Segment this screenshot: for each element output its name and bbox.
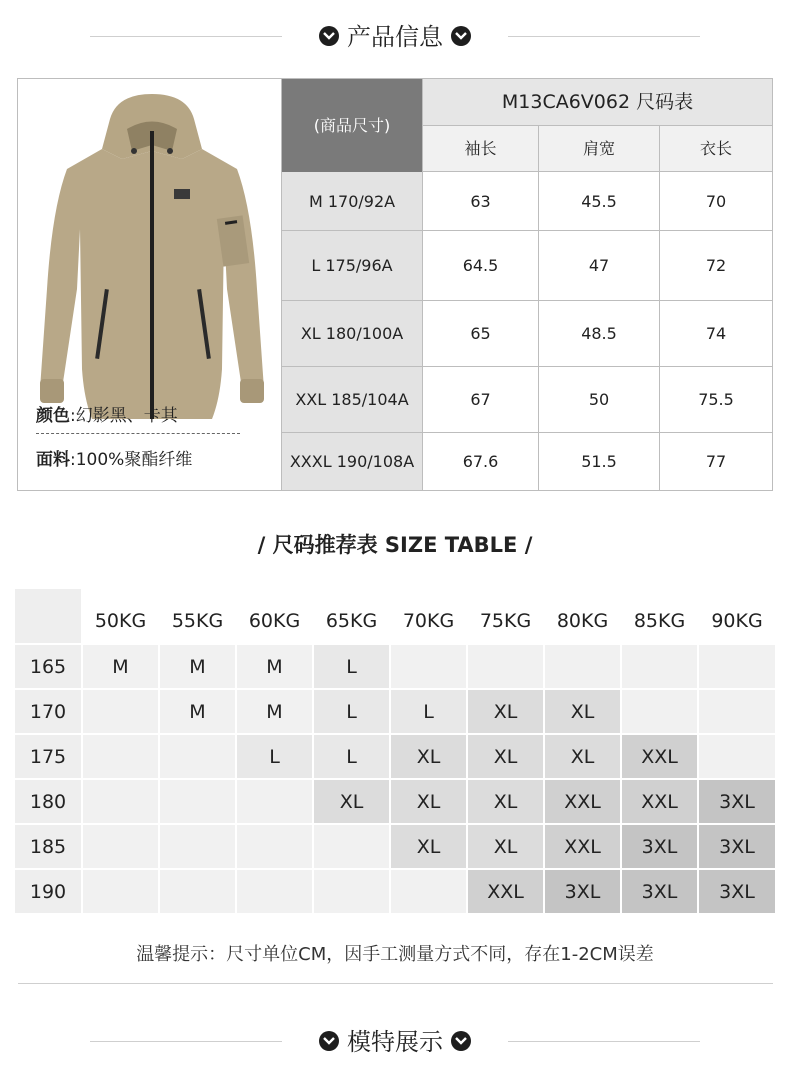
size-cell <box>237 870 312 913</box>
measurement-note: 温馨提示：尺寸单位CM，因手工测量方式不同，存在1-2CM误差 <box>136 944 654 965</box>
spec-cell: 75.5 <box>660 367 772 433</box>
chevron-down-icon <box>451 26 471 46</box>
size-cell: XL <box>545 735 620 778</box>
size-cell <box>468 645 543 688</box>
spec-row-size: L 175/96A <box>282 231 423 301</box>
weight-header: 65KG <box>314 589 389 643</box>
size-cell: 3XL <box>699 780 775 823</box>
size-cell: XXL <box>622 735 697 778</box>
size-cell <box>83 735 158 778</box>
size-cell: XL <box>545 690 620 733</box>
size-cell: XL <box>391 780 466 823</box>
height-label: 175 <box>15 735 81 778</box>
spec-cell: 47 <box>539 231 660 301</box>
size-cell: M <box>237 645 312 688</box>
weight-header: 50KG <box>83 589 158 643</box>
divider <box>36 433 240 434</box>
size-cell: L <box>314 735 389 778</box>
spec-column-header: 袖长 <box>423 126 539 172</box>
weight-header: 80KG <box>545 589 620 643</box>
size-cell <box>622 645 697 688</box>
spec-cell: 63 <box>423 172 539 231</box>
chevron-down-icon <box>319 26 339 46</box>
size-cell: XL <box>468 690 543 733</box>
size-cell: 3XL <box>699 825 775 868</box>
spec-cell: 50 <box>539 367 660 433</box>
color-info: 颜色:幻影黑、卡其 <box>36 406 178 426</box>
size-cell: XL <box>391 825 466 868</box>
size-cell: 3XL <box>622 825 697 868</box>
height-label: 185 <box>15 825 81 868</box>
spec-column-header: 衣长 <box>660 126 772 172</box>
spec-cell: 64.5 <box>423 231 539 301</box>
size-cell <box>160 870 235 913</box>
spec-row-size: XXXL 190/108A <box>282 433 423 490</box>
section-title: 产品信息 <box>347 23 443 51</box>
size-cell: L <box>314 690 389 733</box>
spec-cell: 51.5 <box>539 433 660 490</box>
weight-header: 75KG <box>468 589 543 643</box>
spec-cell: 67.6 <box>423 433 539 490</box>
size-cell <box>237 780 312 823</box>
size-cell: XXL <box>545 780 620 823</box>
height-label: 170 <box>15 690 81 733</box>
height-label: 190 <box>15 870 81 913</box>
size-cell: XXL <box>622 780 697 823</box>
size-cell: 3XL <box>622 870 697 913</box>
size-header: (商品尺寸) <box>282 79 423 172</box>
section-title: 模特展示 <box>347 1028 443 1056</box>
size-cell: XXL <box>545 825 620 868</box>
size-cell <box>160 825 235 868</box>
spec-cell: 45.5 <box>539 172 660 231</box>
spec-row-size: XXL 185/104A <box>282 367 423 433</box>
model-title: M13CA6V062 尺码表 <box>423 79 772 126</box>
spec-cell: 65 <box>423 301 539 367</box>
size-cell <box>237 825 312 868</box>
section-header-product-info <box>0 17 790 57</box>
size-cell <box>83 825 158 868</box>
section-header-model-display <box>0 1022 790 1062</box>
spec-row-size: M 170/92A <box>282 172 423 231</box>
size-cell <box>699 690 775 733</box>
size-cell <box>83 690 158 733</box>
spec-column-header: 肩宽 <box>539 126 660 172</box>
size-cell: 3XL <box>699 870 775 913</box>
weight-header: 55KG <box>160 589 235 643</box>
spec-cell: 67 <box>423 367 539 433</box>
weight-header: 85KG <box>622 589 697 643</box>
spec-cell: 74 <box>660 301 772 367</box>
grid-corner <box>15 589 81 643</box>
size-cell: XXL <box>468 870 543 913</box>
size-cell: XL <box>391 735 466 778</box>
spec-cell: 77 <box>660 433 772 490</box>
divider <box>18 983 773 984</box>
spec-cell: 48.5 <box>539 301 660 367</box>
size-cell: XL <box>468 780 543 823</box>
chevron-down-icon <box>319 1031 339 1051</box>
size-cell: XL <box>468 825 543 868</box>
product-spec-table <box>17 78 773 491</box>
size-cell <box>314 825 389 868</box>
size-cell: M <box>83 645 158 688</box>
weight-header: 70KG <box>391 589 466 643</box>
chevron-down-icon <box>451 1031 471 1051</box>
size-cell <box>391 645 466 688</box>
size-cell: XL <box>468 735 543 778</box>
size-cell <box>391 870 466 913</box>
size-cell: XL <box>314 780 389 823</box>
weight-header: 90KG <box>699 589 775 643</box>
height-label: 180 <box>15 780 81 823</box>
size-cell <box>545 645 620 688</box>
material-info: 面料:100%聚酯纤维 <box>36 450 193 470</box>
size-cell: M <box>160 690 235 733</box>
size-cell <box>160 780 235 823</box>
size-cell: L <box>391 690 466 733</box>
weight-header: 60KG <box>237 589 312 643</box>
size-cell: L <box>237 735 312 778</box>
size-table-title: / 尺码推荐表 SIZE TABLE / <box>257 533 533 557</box>
size-cell: L <box>314 645 389 688</box>
size-cell <box>699 735 775 778</box>
spec-cell: 70 <box>660 172 772 231</box>
size-cell <box>83 780 158 823</box>
size-cell <box>83 870 158 913</box>
size-cell: 3XL <box>545 870 620 913</box>
size-cell <box>699 645 775 688</box>
size-cell <box>622 690 697 733</box>
size-cell <box>314 870 389 913</box>
spec-cell: 72 <box>660 231 772 301</box>
height-label: 165 <box>15 645 81 688</box>
spec-row-size: XL 180/100A <box>282 301 423 367</box>
size-cell <box>160 735 235 778</box>
size-cell: M <box>237 690 312 733</box>
product-photo-cell <box>18 79 282 490</box>
size-cell: M <box>160 645 235 688</box>
